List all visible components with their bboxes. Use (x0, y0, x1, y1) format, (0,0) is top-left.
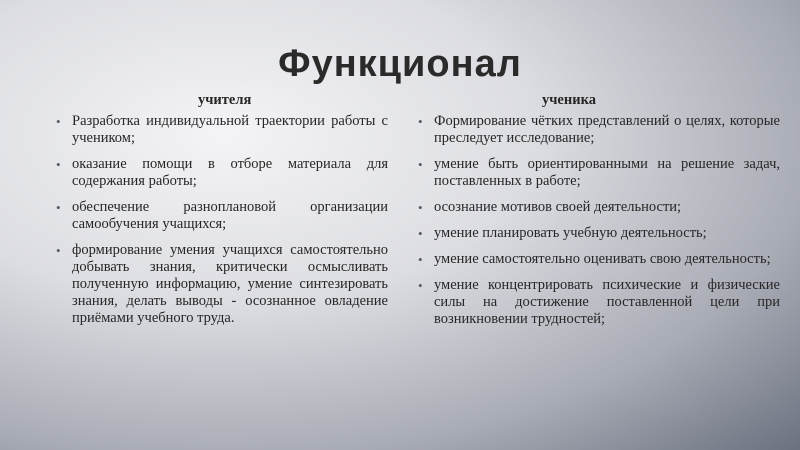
bullet-icon: • (418, 226, 423, 241)
bullet-icon: • (418, 278, 423, 293)
bullet-icon: • (418, 114, 423, 129)
list-item (418, 199, 780, 216)
teacher-column (56, 92, 388, 336)
list-item-text: умение быть ориентированными на решение задач, поставленных в работе; (434, 156, 780, 189)
list-item (418, 277, 780, 328)
bullet-icon: • (56, 157, 61, 172)
bullet-icon: • (56, 200, 61, 215)
teacher-heading: учителя (198, 92, 252, 108)
list-item-text: оказание помощи в отборе материала для содержания работы; (72, 156, 388, 189)
list-item-text: умение концентрировать психические и физические силы на достижение поставленной цели при возникновении трудностей; (434, 277, 780, 327)
bullet-icon: • (56, 114, 61, 129)
list-item-text: формирование умения учащихся самостоятельно добывать знания, критически осмысливать полученную информацию, умение синтезировать знания, делать выводы - осознанное овладение приёмами учебного труда. (72, 242, 388, 326)
list-item (56, 199, 388, 233)
bullet-icon: • (418, 200, 423, 215)
student-column (418, 92, 780, 337)
list-item-text: Разработка индивидуальной траектории работы с учеником; (72, 113, 388, 146)
list-item-text: умение самостоятельно оценивать свою деятельность; (434, 251, 771, 267)
student-heading: ученика (542, 92, 596, 108)
list-item (418, 156, 780, 190)
list-item-text: осознание мотивов своей деятельности; (434, 199, 682, 215)
list-item-text: Формирование чётких представлений о целях, которые преследует исследование; (434, 113, 780, 146)
list-item-text: обеспечение разноплановой организации самообучения учащихся; (72, 199, 388, 232)
bullet-icon: • (56, 243, 61, 258)
slide-title: Функционал (278, 43, 522, 85)
list-item (418, 113, 780, 147)
student-list (418, 113, 780, 328)
list-item (418, 251, 780, 268)
list-item (56, 156, 388, 190)
list-item-text: умение планировать учебную деятельность; (434, 225, 707, 241)
bullet-icon: • (418, 252, 423, 267)
list-item (56, 113, 388, 147)
list-item (418, 225, 780, 242)
teacher-list (56, 113, 388, 327)
bullet-icon: • (418, 157, 423, 172)
list-item (56, 242, 388, 327)
